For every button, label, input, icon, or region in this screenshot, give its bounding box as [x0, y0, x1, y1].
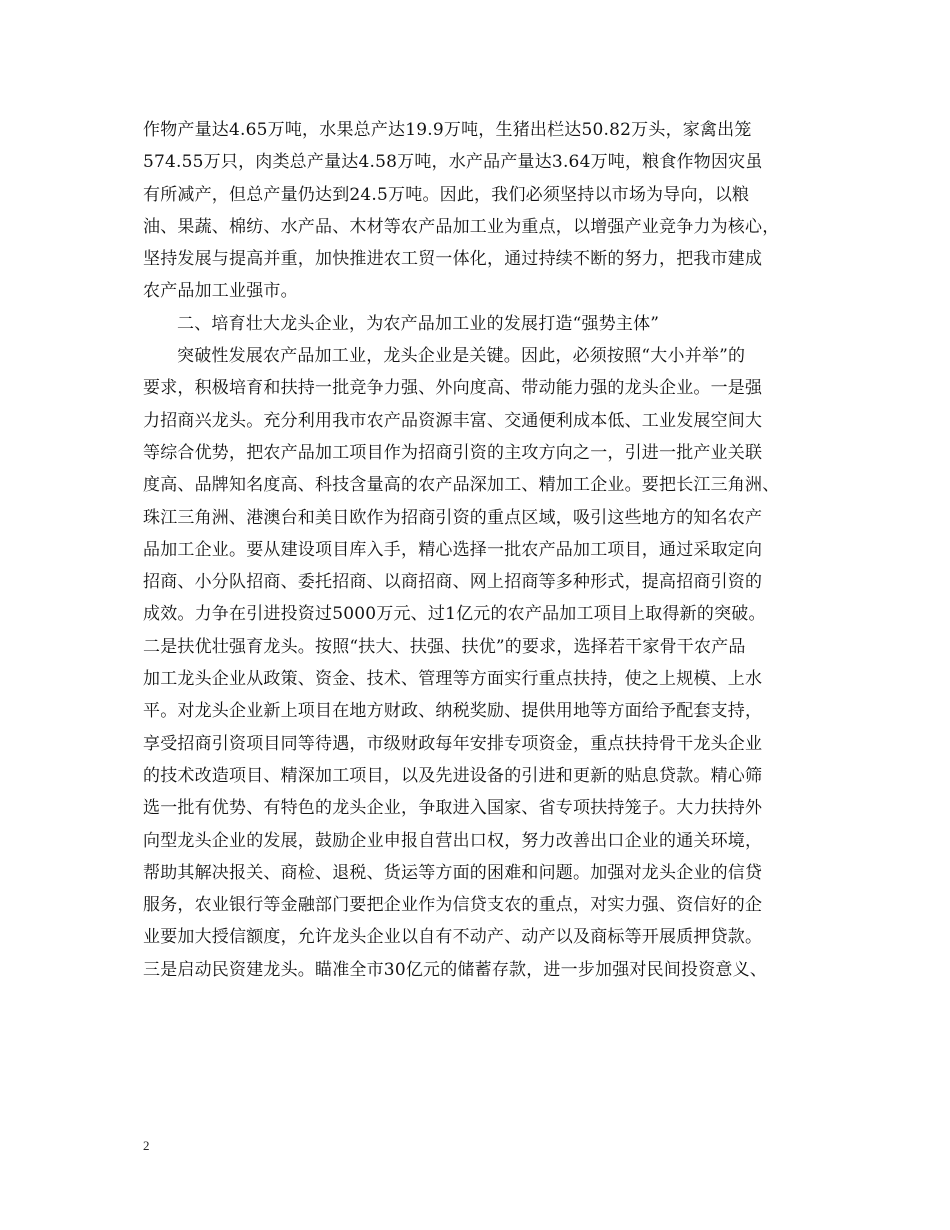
- text-line: 作物产量达4.65万吨，水果总产达19.9万吨，生猪出栏达50.82万头，家禽出笼: [143, 120, 752, 140]
- text-line: 招商、小分队招商、委托招商、以商招商、网上招商等多种形式，提高招商引资的: [143, 572, 763, 593]
- text-line: 业要加大授信额度，允许龙头企业以自有不动产、动产以及商标等开展质押贷款。: [143, 927, 763, 948]
- text-line: 农产品加工业强市。: [143, 281, 298, 302]
- text-line: 平。对龙头企业新上项目在地方财政、纳税奖励、提供用地等方面给予配套支持，: [143, 701, 763, 722]
- text-line: 的技术改造项目、精深加工项目，以及先进设备的引进和更新的贴息贷款。精心筛: [143, 765, 763, 786]
- text-line: 油、果蔬、棉纺、水产品、木材等农产品加工业为重点，以增强产业竞争力为核心，: [143, 216, 780, 237]
- text-line: 品加工企业。要从建设项目库入手，精心选择一批农产品加工项目，通过采取定向: [143, 539, 763, 560]
- text-line: 力招商兴龙头。充分利用我市农产品资源丰富、交通便利成本低、工业发展空间大: [143, 410, 763, 431]
- page-number: 2: [143, 1138, 150, 1153]
- body-text: [143, 114, 823, 986]
- text-line: 加工龙头企业从政策、资金、技术、管理等方面实行重点扶持，使之上规模、上水: [143, 669, 763, 690]
- text-line: 选一批有优势、有特色的龙头企业，争取进入国家、省专项扶持笼子。大力扶持外: [143, 798, 763, 819]
- text-line: 成效。力争在引进投资过5000万元、过1亿元的农产品加工项目上取得新的突破。: [143, 604, 766, 625]
- text-line: 574.55万只，肉类总产量达4.58万吨，水产品产量达3.64万吨，粮食作物因灾虽: [143, 152, 763, 173]
- text-line: 服务，农业银行等金融部门要把企业作为信贷支农的重点，对实力强、资信好的企: [143, 895, 763, 916]
- text-line: 坚持发展与提高并重，加快推进农工贸一体化，通过持续不断的努力，把我市建成: [143, 249, 763, 270]
- text-line: 珠江三角洲、港澳台和美日欧作为招商引资的重点区域，吸引这些地方的知名农产: [143, 507, 763, 528]
- text-line: 有所减产，但总产量仍达到24.5万吨。因此，我们必须坚持以市场为导向，以粮: [143, 184, 750, 205]
- text-line: 要求，积极培育和扶持一批竞争力强、外向度高、带动能力强的龙头企业。一是强: [143, 378, 763, 399]
- text-line: 帮助其解决报关、商检、退税、货运等方面的困难和问题。加强对龙头企业的信贷: [143, 862, 763, 883]
- text-line: 二是扶优壮强育龙头。按照“扶大、扶强、扶优”的要求，选择若干家骨干农产品: [143, 636, 746, 657]
- text-line: 等综合优势，把农产品加工项目作为招商引资的主攻方向之一，引进一批产业关联: [143, 442, 763, 463]
- text-line: 享受招商引资项目同等待遇，市级财政每年安排专项资金，重点扶持骨干龙头企业: [143, 733, 763, 754]
- text-line: 突破性发展农产品加工业，龙头企业是关键。因此，必须按照“大小并举”的: [177, 346, 746, 367]
- text-line: 度高、品牌知名度高、科技含量高的农产品深加工、精加工企业。要把长江三角洲、: [143, 475, 780, 496]
- text-line: 向型龙头企业的发展，鼓励企业申报自营出口权，努力改善出口企业的通关环境，: [143, 830, 763, 851]
- section-heading: 二、培育壮大龙头企业，为农产品加工业的发展打造“强势主体”: [177, 313, 660, 334]
- text-line: 三是启动民资建龙头。瞄准全市30亿元的储蓄存款，进一步加强对民间投资意义、: [143, 959, 768, 980]
